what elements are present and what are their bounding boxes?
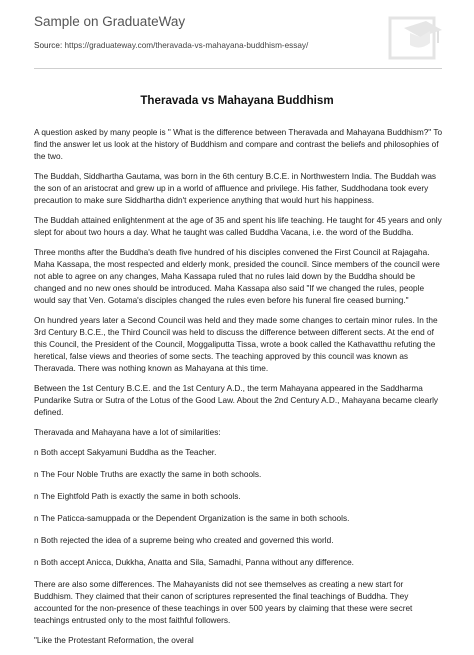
list-item: n Both accept Sakyamuni Buddha as the Teacher.	[34, 448, 217, 457]
paragraph: The Buddah attained enlightenment at the age of 35 and spent his life teaching. He taught for 45 years and only slept for about two hours a day. What he taught was called Buddha Vacana, i.e. the word of the Buddha.	[34, 216, 442, 237]
header-divider	[34, 68, 442, 69]
paragraph: There are also some differences. The Mahayanists did not see themselves as creating a new start for Buddhism. They claimed that their canon of scriptures represented the final teachings of Buddha. They accounted for the non-presence of these teachings in over 500 years by claiming that these were secret teachings entrusted only to the most faithful followers.	[34, 580, 413, 625]
paragraph: On hundred years later a Second Council was held and they made some changes to certain minor rules. In the 3rd Century B.C.E., the Third Council was held to discuss the difference between different sects. At the end of this Council, the President of the Council, Moggaliputta Tissa, wrote a book called the Kathavatthu refuting the heretical, false views and theories of some sects. The teaching approved by this council was known as Theravada. There was nothing known as Mahayana at this time.	[34, 316, 438, 373]
list-item: n The Paticca-samuppada or the Dependent Organization is the same in both schools.	[34, 514, 350, 523]
paragraph: Between the 1st Century B.C.E. and the 1st Century A.D., the term Mahayana appeared in the Saddharma Pundarike Sutra or Sutra of the Lotus of the Good Law. About the 2nd Century A.D., Mahayana became clearly defined.	[34, 384, 439, 417]
paragraph: "Like the Protestant Reformation, the overal	[34, 636, 194, 645]
source-url-link[interactable]: https://graduateway.com/theravada-vs-mahayana-buddhism-essay/	[64, 41, 309, 50]
source-line	[34, 41, 308, 50]
paragraph: Theravada and Mahayana have a lot of similarities:	[34, 428, 221, 437]
paragraph: A question asked by many people is " What is the difference between Theravada and Mahayana Buddhism?" To find the answer let us look at the history of Buddhism and compare and contrast the beliefs and philosophies of the two.	[34, 128, 443, 161]
header	[0, 0, 474, 66]
source-label: Source:	[34, 41, 63, 50]
list-item: n Both accept Anicca, Dukkha, Anatta and Sila, Samadhi, Panna without any difference.	[34, 558, 354, 567]
list-item: n Both rejected the idea of a supreme being who created and governed this world.	[34, 536, 334, 545]
graduation-cap-icon	[386, 12, 444, 66]
paragraph: The Buddah, Siddhartha Gautama, was born in the 6th century B.C.E. in Northwestern India. The Buddah was the son of an aristocrat and grew up in a world of affluence and privilege. His father, Suddhodana took every precaution to make sure Siddhartha didn't experience anything that would hurt his happiness.	[34, 172, 437, 205]
list-item: n The Eightfold Path is exactly the same in both schools.	[34, 492, 241, 501]
essay-title: Theravada vs Mahayana Buddhism	[140, 94, 334, 107]
essay-body	[34, 127, 444, 655]
paragraph: Three months after the Buddha's death five hundred of his disciples convened the First Council at Rajagaha. Maha Kassapa, the most respected and elderly monk, presided the council. Since members of the council were not able to agree on any changes, Maha Kassapa ruled that no rules laid down by the Buddha should be changed and no new ones should be introduced. Maha Kassapa also said "If we changed the rules, people would say that Ven. Gotama's disciples changed the rules even before his funeral fire ceased burning."	[34, 248, 440, 305]
site-brand[interactable]: Sample on GraduateWay	[34, 14, 186, 29]
list-item: n The Four Noble Truths are exactly the same in both schools.	[34, 470, 262, 479]
